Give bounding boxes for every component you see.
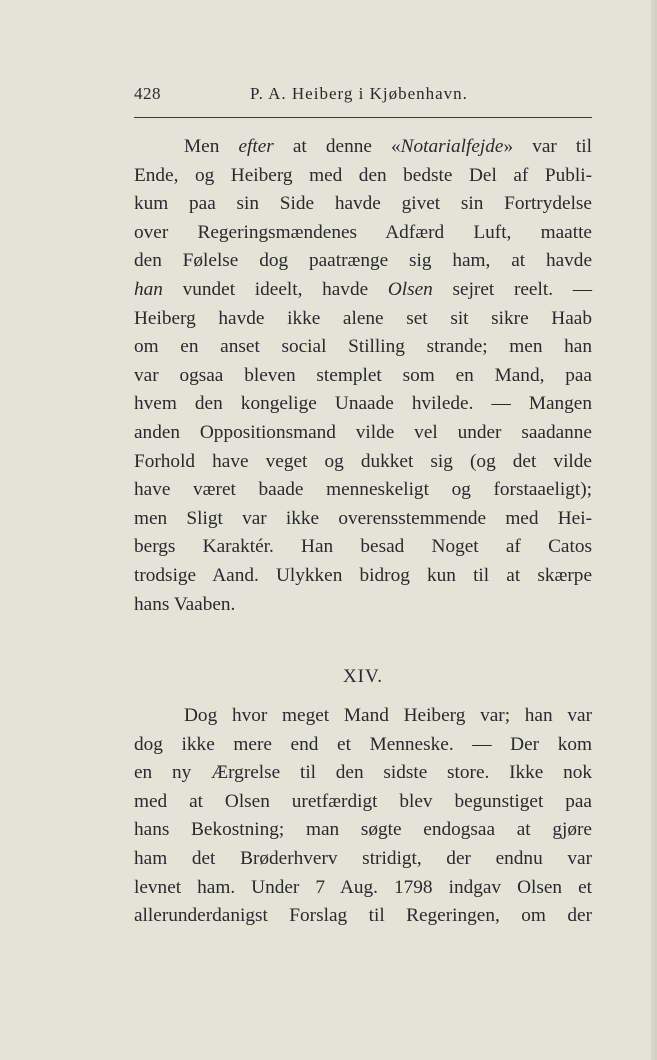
text-line: var ogsaa bleven stemplet som en Mand, paa (134, 364, 592, 386)
paragraph-1 (134, 133, 592, 619)
text-line: trodsige Aand. Ulykken bidrog kun til at skærpe (134, 564, 592, 586)
text-line: hvem den kongelige Unaade hvilede. — Mangen (134, 393, 592, 415)
text-line: den Følelse dog paatrænge sig ham, at havde (134, 250, 592, 272)
italic-term: Olsen (387, 278, 433, 300)
running-head: P. A. Heiberg i Kjøbenhavn. (250, 84, 468, 103)
italic-term: efter (238, 136, 274, 157)
page-number: 428 (134, 84, 161, 103)
italic-term: Notarialfejde (400, 136, 504, 157)
text-line: Forhold have veget og dukket sig (og det vilde (134, 450, 592, 472)
running-header (134, 84, 592, 108)
text-line: Ende, og Heiberg med den bedste Del af Publi- (134, 164, 592, 186)
text-line: han vundet ideelt, havde Olsen sejret reelt. — (134, 278, 592, 300)
text-line: bergs Karaktér. Han besad Noget af Catos (134, 536, 592, 558)
text-line: men Sligt var ikke overensstemmende med Hei- (134, 507, 592, 529)
text-line: hans Vaaben. (134, 593, 236, 615)
text-line: levnet ham. Under 7 Aug. 1798 indgav Olsen et (134, 876, 592, 898)
page-edge (651, 0, 657, 1060)
text-line: en ny Ærgrelse til den sidste store. Ikke nok (134, 762, 592, 784)
text-line: om en anset social Stilling strande; men han (134, 336, 592, 358)
paragraph-2 (134, 702, 592, 931)
text-line: allerunderdanigst Forslag til Regeringen, om der (134, 905, 592, 927)
text-line: Heiberg havde ikke alene set sit sikre Haab (134, 307, 592, 329)
text-line: ham det Brøderhverv stridigt, der endnu var (134, 847, 592, 869)
text-line: kum paa sin Side havde givet sin Fortrydelse (134, 193, 592, 215)
text-line: over Regeringsmændenes Adfærd Luft, maatte (134, 221, 592, 243)
text-line: Men efter at denne «Notarialfejde» var til (184, 136, 592, 157)
text-line: hans Bekostning; man søgte endogsaa at gjøre (134, 819, 592, 841)
text-line: Dog hvor meget Mand Heiberg var; han var (184, 705, 592, 726)
text-line: dog ikke mere end et Menneske. — Der kom (134, 733, 592, 755)
italic-term: han (134, 278, 163, 300)
text-line: med at Olsen uretfærdigt blev begunstiget paa (134, 790, 592, 812)
section-heading: XIV. (342, 666, 384, 687)
text-line: anden Oppositionsmand vilde vel under saadanne (134, 421, 592, 443)
header-rule (134, 117, 592, 118)
text-line: have været baade menneskeligt og forstaaeligt); (134, 479, 592, 501)
